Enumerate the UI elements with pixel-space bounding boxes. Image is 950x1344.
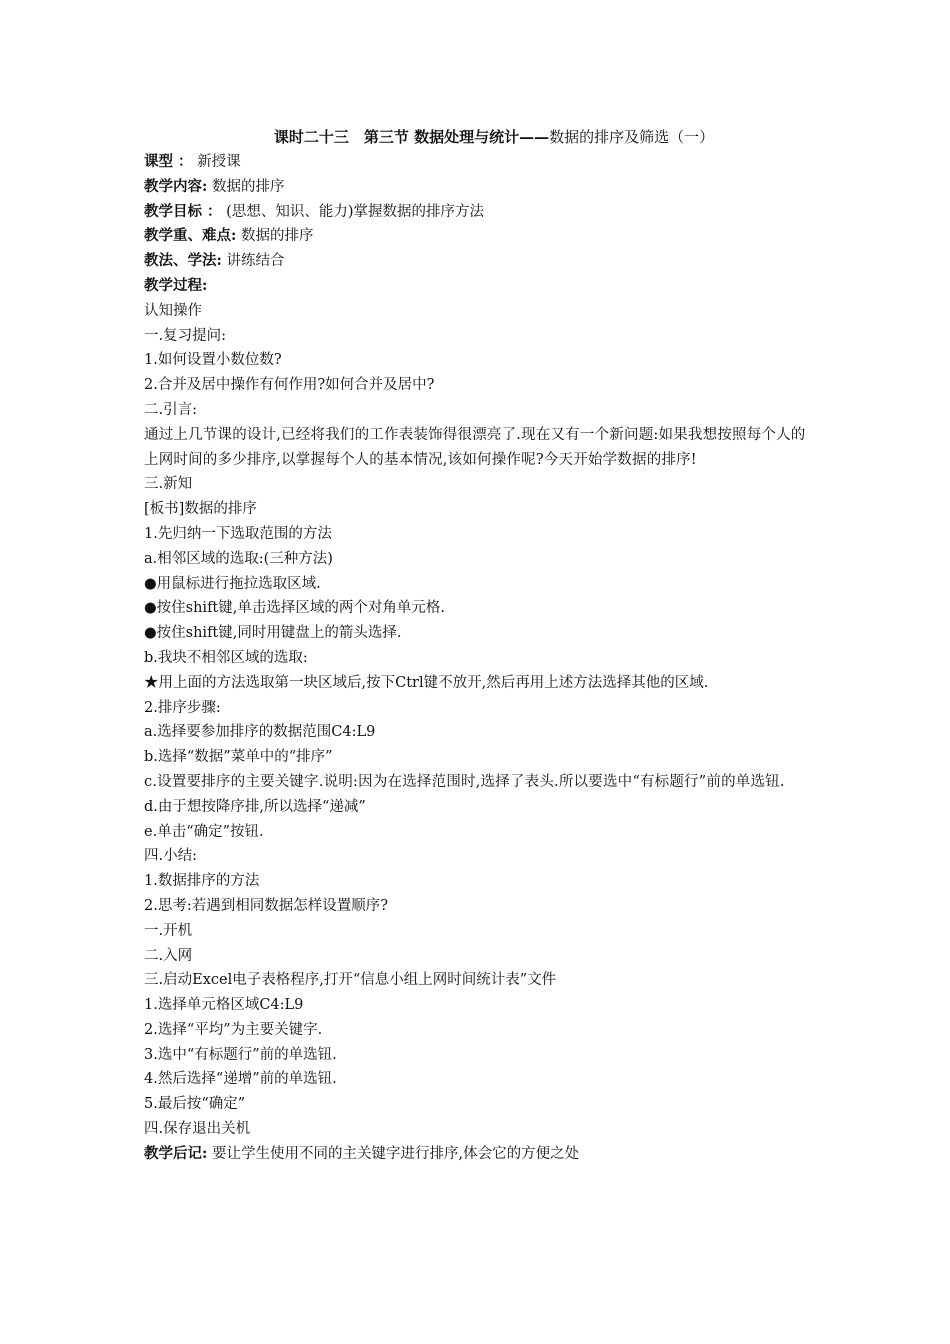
meta-content (144, 175, 814, 200)
document-title (144, 126, 814, 150)
meta-value: 新授课 (192, 154, 241, 170)
section-heading: 一.开机 (144, 922, 193, 939)
meta-value: (思想、知识、能力)掌握数据的排序方法 (221, 203, 484, 220)
body-line: 1.先归纳一下选取范围的方法 (144, 525, 332, 542)
section-heading: 三.启动Excel电子表格程序,打开“信息小组上网时间统计表”文件 (144, 972, 557, 989)
section-heading: 二.引言: (144, 401, 197, 418)
body-line: 1.选择单元格区域C4:L9 (144, 997, 304, 1014)
bullet-item: ●按住shift键,同时用键盘上的箭头选择. (144, 625, 402, 642)
body-line: 2.思考:若遇到相同数据怎样设置顺序? (144, 897, 388, 914)
body-line: 认知操作 (144, 302, 202, 319)
body-line: 1.数据排序的方法 (144, 873, 260, 890)
footer-label: 教学后记: (144, 1144, 208, 1162)
body-line: 5.最后按“确定” (144, 1096, 246, 1113)
meta-value: 讲练结合 (221, 253, 285, 270)
footer-value: 要让学生使用不同的主关键字进行排序,体会它的方便之处 (207, 1145, 580, 1162)
body-line: 2.选择“平均”为主要关键字. (144, 1021, 323, 1038)
meta-value: 数据的排序 (236, 228, 314, 245)
document-page (144, 126, 814, 1167)
body-line: [板书]数据的排序 (144, 501, 257, 518)
bullet-item: ●用鼠标进行拖拉选取区域. (144, 575, 321, 592)
meta-method (144, 249, 814, 274)
section-heading: 四.小结: (144, 848, 197, 865)
meta-label: 教学过程: (144, 276, 208, 294)
section-heading: 二.入网 (144, 947, 193, 964)
teaching-reflection (144, 1142, 814, 1167)
title-normal-part: 数据的排序及筛选（一） (549, 128, 715, 146)
step-paragraph: c.设置要排序的主要关键字.说明:因为在选择范围时,选择了表头.所以要选中“有标题行”前的单选钮. (144, 773, 785, 790)
body-line: 2.排序步骤: (144, 699, 221, 716)
meta-process (144, 274, 814, 299)
title-bold-part: 课时二十三 第三节 数据处理与统计—— (273, 128, 550, 146)
meta-goal (144, 200, 814, 225)
body-line: 2.合并及居中操作有何作用?如何合并及居中? (144, 377, 435, 394)
body-line: a.选择要参加排序的数据范围C4:L9 (144, 724, 376, 741)
meta-label: 教学重、难点: (144, 227, 237, 245)
star-item: ★用上面的方法选取第一块区域后,按下Ctrl键不放开,然后再用上述方法选择其他的区域. (144, 674, 709, 691)
intro-paragraph: 通过上几节课的设计,已经将我们的工作表装饰得很漂亮了.现在又有一个新问题:如果我想按照每个人的上网时间的多少排序,以掌握每个人的基本情况,该如何操作呢?今天开始学数据的排序! (144, 426, 806, 468)
body-line: b.选择“数据”菜单中的“排序” (144, 749, 333, 766)
bullet-item: ●按住shift键,单击选择区域的两个对角单元格. (144, 600, 445, 617)
section-heading: 三.新知 (144, 476, 193, 493)
meta-lesson-type (144, 150, 814, 175)
meta-label: 教学目标 ： (144, 202, 222, 220)
meta-key-points (144, 224, 814, 249)
meta-value: 数据的排序 (207, 178, 285, 195)
meta-label: 教学内容: (144, 177, 208, 195)
section-heading: 四.保存退出关机 (144, 1121, 251, 1138)
body-line: d.由于想按降序排,所以选择“递减” (144, 798, 366, 815)
body-line: 1.如何设置小数位数? (144, 352, 282, 369)
body-line: a.相邻区域的选取:(三种方法) (144, 550, 333, 567)
body-line: 3.选中“有标题行”前的单选钮. (144, 1046, 337, 1063)
body-line: b.我块不相邻区域的选取: (144, 649, 308, 666)
body-line: e.单击“确定”按钮. (144, 823, 264, 840)
meta-label: 课型 ： (144, 153, 193, 170)
meta-label: 教法、学法: (144, 252, 222, 270)
body-line: 4.然后选择“递增”前的单选钮. (144, 1071, 337, 1088)
section-heading: 一.复习提问: (144, 327, 226, 344)
